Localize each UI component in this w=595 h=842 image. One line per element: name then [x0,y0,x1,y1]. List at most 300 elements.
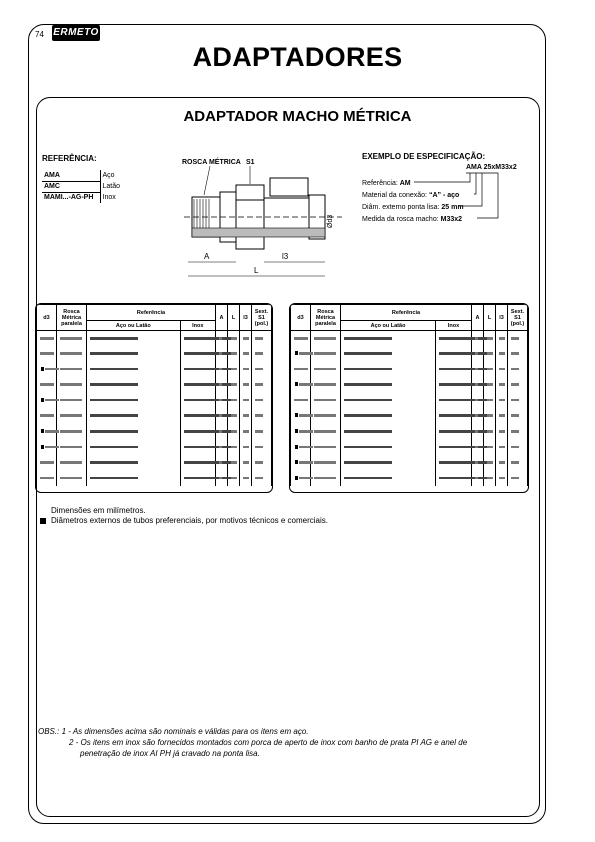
table-cell [228,362,240,378]
table-cell [37,440,57,456]
illegible-value [314,383,336,386]
table-cell [291,471,311,487]
table-cell [240,331,252,347]
illegible-value [219,337,222,340]
illegible-value [511,430,519,433]
illegible-value [475,337,478,340]
preferred-marker-icon [295,460,298,464]
table-cell [472,377,484,393]
illegible-value [475,430,478,433]
illegible-value [90,461,138,464]
table-cell [341,362,436,378]
table-cell [252,408,272,424]
table-cell [37,393,57,409]
table-cell [37,362,57,378]
illegible-value [60,383,82,386]
table-cell [291,393,311,409]
col-d3: d3 [291,305,311,331]
table-row [291,408,528,424]
table-cell [508,331,528,347]
table-row [291,424,528,440]
col-a: A [472,305,484,331]
table-row [37,377,272,393]
col-inox: Inox [180,321,215,331]
table-row [37,424,272,440]
table-cell [87,362,181,378]
preferred-marker-icon [41,367,44,371]
a-label: A [204,252,210,261]
table-cell [216,424,228,440]
table-cell [311,471,341,487]
table-cell [240,362,252,378]
table-cell [216,346,228,362]
table-cell [484,393,496,409]
illegible-value [314,368,336,371]
illegible-value [344,446,392,449]
table-cell [180,362,215,378]
preferred-marker-icon [295,413,298,417]
illegible-value [40,337,54,340]
table-cell [57,408,87,424]
table-cell [508,455,528,471]
illegible-value [90,446,138,449]
table-cell [228,346,240,362]
illegible-value [487,337,493,340]
illegible-value [499,477,505,480]
table-cell [436,346,472,362]
table-cell [341,377,436,393]
table-cell [496,346,508,362]
illegible-value [487,461,493,464]
table-cell [252,471,272,487]
table-cell [436,362,472,378]
ref-code: AMA [42,170,100,181]
illegible-value [344,368,392,371]
table-cell [216,471,228,487]
table-cell [508,471,528,487]
table-cell [180,424,215,440]
illegible-value [499,383,505,386]
table-cell [37,408,57,424]
illegible-value [475,414,478,417]
table-cell [496,471,508,487]
table-cell [472,362,484,378]
table-cell [240,455,252,471]
referencia-row [42,170,140,181]
col-l: L [228,305,240,331]
table-cell [87,455,181,471]
table-cell [341,331,436,347]
table-row [37,440,272,456]
illegible-value [231,446,237,449]
table-cell [291,377,311,393]
illegible-value [255,352,263,355]
illegible-value [314,399,336,402]
illegible-value [487,430,493,433]
col-rosca: Rosca Métrica paralela [311,305,341,331]
table-cell [484,471,496,487]
illegible-value [294,368,308,371]
table-cell [57,393,87,409]
table-cell [436,331,472,347]
illegible-value [243,461,249,464]
preferred-marker-icon [40,518,46,524]
table-cell [472,408,484,424]
illegible-value [314,414,336,417]
table-cell [180,471,215,487]
illegible-value [243,352,249,355]
illegible-value [511,446,519,449]
illegible-value [60,461,82,464]
illegible-value [314,461,336,464]
table-cell [252,424,272,440]
table-cell [436,424,472,440]
section-title: ADAPTADOR MACHO MÉTRICA [183,108,412,125]
illegible-value [231,383,237,386]
illegible-value [511,337,519,340]
illegible-value [219,430,222,433]
table-cell [341,346,436,362]
table-cell [291,440,311,456]
table-cell [216,408,228,424]
illegible-value [255,383,263,386]
illegible-value [231,368,237,371]
illegible-value [294,337,308,340]
table-row [37,471,272,487]
col-l: L [484,305,496,331]
illegible-value [243,337,249,340]
brand-logo: ERMETO [52,25,100,41]
illegible-value [255,477,263,480]
exemplo-line: Diâm. externo ponta lisa: 25 mm [362,204,464,211]
illegible-value [294,399,308,402]
note-dimensions: Dimensões em milímetros. [51,506,146,515]
illegible-value [40,383,54,386]
table-cell [57,471,87,487]
table-cell [228,377,240,393]
exemplo-line: Medida da rosca macho: M33x2 [362,216,463,223]
table-row [37,346,272,362]
table-cell [472,471,484,487]
illegible-value [511,352,519,355]
table-cell [472,393,484,409]
illegible-value [487,446,493,449]
table-cell [57,440,87,456]
referencia-label: REFERÊNCIA: [42,154,97,163]
table-cell [37,424,57,440]
illegible-value [499,414,505,417]
table-cell [228,471,240,487]
illegible-value [60,399,82,402]
table-cell [484,331,496,347]
preferred-marker-icon [41,398,44,402]
illegible-value [219,414,222,417]
l3-label: l3 [282,252,289,261]
referencia-table [42,170,140,203]
table-cell [216,331,228,347]
illegible-value [90,352,138,355]
table-row [37,455,272,471]
col-l3: l3 [496,305,508,331]
d3-label: Ød3 [327,214,334,228]
illegible-value [60,430,82,433]
illegible-value [231,414,237,417]
table-cell [87,377,181,393]
table-cell [472,346,484,362]
illegible-value [60,352,82,355]
preferred-marker-icon [41,445,44,449]
illegible-value [243,399,249,402]
referencia-row [42,181,140,192]
illegible-value [231,337,237,340]
col-referencia: Referência [87,305,216,321]
table-cell [180,408,215,424]
table-row [291,393,528,409]
exemplo-title: EXEMPLO DE ESPECIFICAÇÃO: [362,152,486,161]
table-cell [240,393,252,409]
table-cell [180,440,215,456]
table-cell [496,377,508,393]
table-row [291,455,528,471]
exemplo-line: Material da conexão: “A” - aço [362,192,460,199]
illegible-value [231,430,237,433]
table-cell [341,408,436,424]
illegible-value [60,446,82,449]
illegible-value [90,383,138,386]
table-cell [57,377,87,393]
illegible-value [255,399,263,402]
table-cell [436,440,472,456]
table-cell [484,362,496,378]
table-cell [180,331,215,347]
table-cell [484,455,496,471]
l-label: L [254,266,259,275]
table-cell [291,424,311,440]
illegible-value [40,352,54,355]
table-row [291,471,528,487]
table-cell [180,455,215,471]
col-sext: Sext. S1 (pol.) [252,305,272,331]
illegible-value [487,414,493,417]
illegible-value [219,368,222,371]
table-cell [508,440,528,456]
table-cell [240,377,252,393]
illegible-value [499,399,505,402]
table-cell [87,393,181,409]
illegible-value [475,446,478,449]
table-row [37,362,272,378]
preferred-marker-icon [295,476,298,480]
illegible-value [487,383,493,386]
table-cell [57,424,87,440]
illegible-value [344,477,392,480]
table-row [37,393,272,409]
illegible-value [90,399,138,402]
illegible-value [243,414,249,417]
table-cell [37,346,57,362]
table-cell [180,377,215,393]
table-cell [252,377,272,393]
table-cell [496,331,508,347]
illegible-value [219,446,222,449]
table-cell [252,440,272,456]
table-cell [291,331,311,347]
table-cell [180,346,215,362]
page-number: 74 [35,30,44,39]
ref-material: Latão [100,181,140,192]
table-cell [311,424,341,440]
col-inox: Inox [436,321,472,331]
table-cell [228,440,240,456]
table-cell [311,377,341,393]
illegible-value [90,477,138,480]
obs-line: penetração de inox AI PH já cravado na ponta lisa. [80,749,260,758]
illegible-value [255,368,263,371]
table-cell [496,362,508,378]
col-aco-latao: Aço ou Latão [341,321,436,331]
table-row [291,346,528,362]
table-cell [311,408,341,424]
illegible-value [255,446,263,449]
table-cell [484,424,496,440]
obs-notes [38,726,467,759]
illegible-value [475,368,478,371]
col-rosca: Rosca Métrica paralela [57,305,87,331]
page-title: ADAPTADORES [192,42,403,72]
table-row [291,331,528,347]
table-cell [436,408,472,424]
illegible-value [60,337,82,340]
illegible-value [487,477,493,480]
illegible-value [314,430,336,433]
table-cell [240,440,252,456]
table-cell [240,346,252,362]
table-cell [484,408,496,424]
table-cell [216,440,228,456]
illegible-value [219,352,222,355]
table-cell [87,471,181,487]
illegible-value [40,461,54,464]
illegible-value [511,383,519,386]
table-row [291,377,528,393]
table-cell [508,377,528,393]
illegible-value [255,414,263,417]
table-cell [216,362,228,378]
table-cell [311,331,341,347]
illegible-value [487,368,493,371]
table-cell [87,346,181,362]
illegible-value [344,414,392,417]
ref-code: AMC [42,181,100,192]
dimension-table-left [35,303,273,493]
table-cell [508,408,528,424]
illegible-value [40,477,54,480]
table-cell [37,377,57,393]
table-cell [311,440,341,456]
illegible-value [219,477,222,480]
illegible-value [60,414,82,417]
table-cell [57,455,87,471]
table-cell [436,393,472,409]
illegible-value [511,461,519,464]
illegible-value [219,383,222,386]
illegible-value [40,414,54,417]
illegible-value [499,446,505,449]
table-cell [228,393,240,409]
table-cell [341,440,436,456]
illegible-value [314,477,336,480]
table-cell [87,424,181,440]
table-cell [508,424,528,440]
illegible-value [231,399,237,402]
preferred-marker-icon [295,445,298,449]
illegible-value [243,446,249,449]
exemplo-code: AMA 25xM33x2 [466,164,517,171]
illegible-value [511,414,519,417]
table-cell [240,424,252,440]
illegible-value [344,399,392,402]
illegible-value [511,399,519,402]
s1-label: S1 [246,159,255,166]
illegible-value [499,461,505,464]
illegible-value [344,337,392,340]
table-cell [216,455,228,471]
illegible-value [231,352,237,355]
note-preferred: Diâmetros externos de tubos preferenciais, por motivos técnicos e comerciais. [51,516,329,525]
illegible-value [499,368,505,371]
illegible-value [511,477,519,480]
table-cell [496,440,508,456]
illegible-value [475,352,478,355]
col-sext: Sext. S1 (pol.) [508,305,528,331]
table-cell [472,440,484,456]
illegible-value [487,399,493,402]
table-cell [57,346,87,362]
table-cell [341,471,436,487]
illegible-value [511,368,519,371]
exemplo-line: Referência: AM [362,180,411,187]
table-cell [228,455,240,471]
illegible-value [499,352,505,355]
illegible-value [243,477,249,480]
preferred-marker-icon [295,351,298,355]
ref-material: Aço [100,170,140,181]
table-cell [252,346,272,362]
rosca-label: ROSCA MÉTRICA [182,159,241,166]
illegible-value [344,352,392,355]
table-cell [341,424,436,440]
illegible-value [60,477,82,480]
table-cell [508,362,528,378]
preferred-marker-icon [41,429,44,433]
illegible-value [90,337,138,340]
col-d3: d3 [37,305,57,331]
illegible-value [60,368,82,371]
illegible-value [243,368,249,371]
col-referencia: Referência [341,305,472,321]
table-cell [87,408,181,424]
illegible-value [344,430,392,433]
illegible-value [314,446,336,449]
dimension-table-right [289,303,529,493]
table-cell [37,455,57,471]
table-cell [496,424,508,440]
table-cell [252,362,272,378]
ref-material: Inox [100,192,140,203]
table-cell [240,471,252,487]
illegible-value [499,430,505,433]
illegible-value [231,477,237,480]
